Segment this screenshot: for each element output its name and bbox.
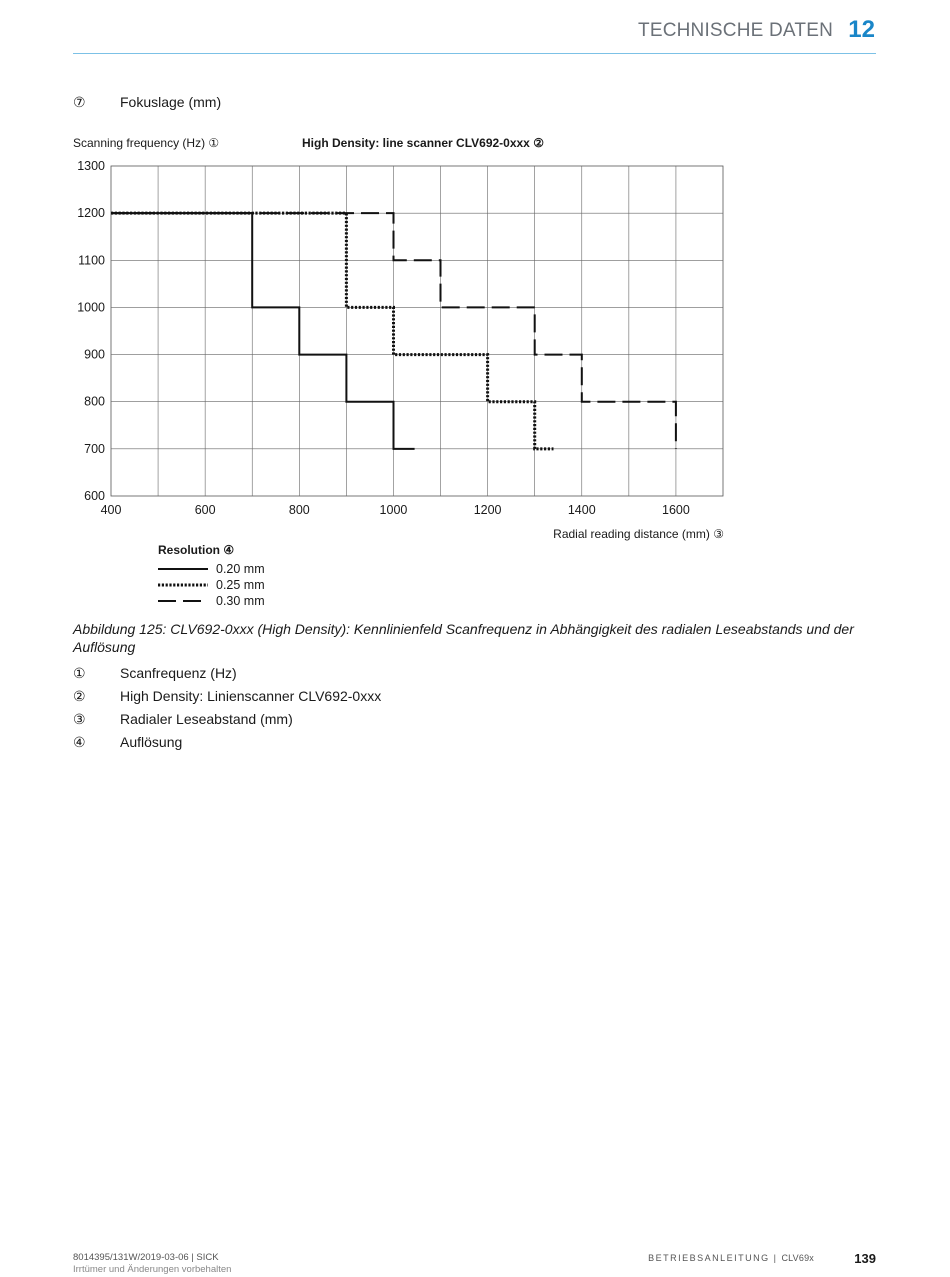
legend-label: 0.30 mm — [216, 594, 265, 608]
legend-marker: ③ — [73, 711, 86, 727]
chart-svg — [0, 0, 950, 620]
x-tick-label: 1400 — [567, 503, 596, 517]
x-tick-label: 1600 — [662, 503, 690, 517]
legend-marker: ⑦ — [73, 94, 86, 110]
plot-frame — [111, 166, 723, 496]
legend-label: 0.20 mm — [216, 562, 265, 576]
section-number: 12 — [848, 16, 875, 43]
legend-text: Auflösung — [120, 734, 183, 750]
chart — [0, 0, 950, 620]
y-tick-label: 1000 — [77, 300, 105, 315]
legend-marker: ④ — [73, 734, 86, 750]
x-tick-label: 1200 — [473, 503, 502, 517]
footer-left — [73, 1252, 231, 1276]
x-tick-label: 600 — [194, 503, 216, 517]
x-tick-label: 800 — [288, 503, 310, 517]
page-number: 139 — [854, 1251, 876, 1266]
y-tick-label: 700 — [84, 441, 105, 456]
x-tick-label: 400 — [100, 503, 122, 517]
section-title: TECHNISCHE DATEN — [638, 20, 833, 41]
x-tick-label: 1000 — [379, 503, 408, 517]
legend-text: Scanfrequenz (Hz) — [120, 665, 237, 681]
footer-disclaimer: Irrtümer und Änderungen vorbehalten — [73, 1264, 232, 1275]
y-tick-label: 1300 — [77, 159, 105, 173]
legend-marker: ① — [73, 665, 86, 681]
y-axis-label: Scanning frequency (Hz) ① — [73, 136, 220, 150]
legend-marker: ② — [73, 688, 86, 704]
series-line — [111, 213, 554, 449]
footer-product: CLV69x — [781, 1253, 814, 1263]
footer-manual: BETRIEBSANLEITUNG | — [648, 1253, 782, 1263]
legend-text: Radialer Leseabstand (mm) — [120, 711, 293, 727]
legend-label: 0.25 mm — [216, 578, 265, 592]
legend-text: Fokuslage (mm) — [120, 94, 222, 110]
chart-legend — [158, 562, 265, 608]
chart-title: High Density: line scanner CLV692-0xxx ② — [302, 136, 544, 150]
y-tick-label: 600 — [84, 489, 105, 503]
series-line — [111, 213, 415, 449]
chart-grid — [111, 166, 723, 496]
y-tick-label: 1100 — [78, 253, 105, 268]
chart-series — [111, 213, 676, 449]
y-tick-label: 900 — [84, 347, 105, 362]
x-axis-label: Radial reading distance (mm) ③ — [553, 527, 724, 541]
legend-title: Resolution ④ — [158, 543, 235, 557]
y-tick-label: 800 — [84, 394, 105, 409]
legend-text: High Density: Linienscanner CLV692-0xxx — [120, 688, 382, 704]
footer-right — [648, 1253, 814, 1263]
figure-caption: Abbildung 125: CLV692-0xxx (High Density): Kennlinienfeld Scanfrequenz in Abhängigkeit des radialen Leseabstands und der Auflösung — [73, 621, 854, 655]
footer-doc-id: 8014395/131W/2019-03-06 | SICK — [73, 1252, 219, 1263]
y-tick-label: 1200 — [77, 206, 105, 221]
